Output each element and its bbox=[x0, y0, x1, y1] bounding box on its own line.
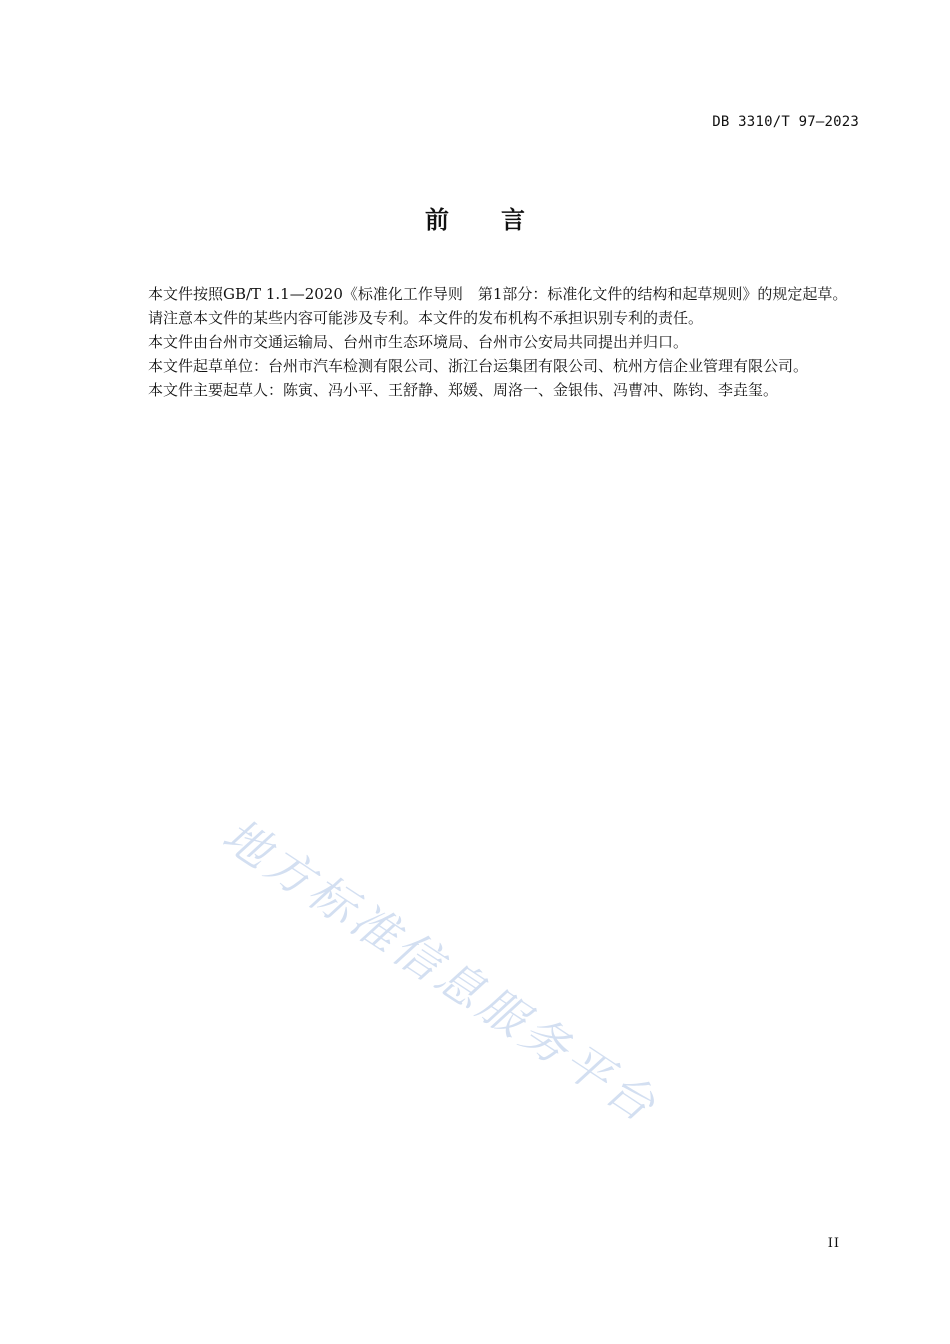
paragraph-drafters: 本文件主要起草人：陈寅、冯小平、王舒静、郑媛、周洛一、金银伟、冯曹冲、陈钧、李垚玺。 bbox=[148, 381, 779, 399]
document-code: DB 3310/T 97—2023 bbox=[712, 114, 859, 130]
paragraph-drafting-basis: 本文件按照GB/T 1.1—2020《标准化工作导则 第1部分：标准化文件的结构和起草规则》的规定起草。 bbox=[148, 285, 848, 303]
title-char-2: 言 bbox=[501, 206, 525, 234]
page-number: II bbox=[827, 1236, 840, 1251]
page-title bbox=[0, 200, 950, 235]
paragraph-drafting-units: 本文件起草单位：台州市汽车检测有限公司、浙江台运集团有限公司、杭州方信企业管理有限公司。 bbox=[148, 357, 809, 375]
paragraph-proposer: 本文件由台州市交通运输局、台州市生态环境局、台州市公安局共同提出并归口。 bbox=[148, 333, 689, 351]
watermark: 地方标准信息服务平台 bbox=[213, 807, 669, 1135]
paragraph-patent-notice: 请注意本文件的某些内容可能涉及专利。本文件的发布机构不承担识别专利的责任。 bbox=[148, 309, 704, 327]
foreword-body bbox=[113, 282, 860, 402]
title-char-1: 前 bbox=[425, 206, 449, 234]
